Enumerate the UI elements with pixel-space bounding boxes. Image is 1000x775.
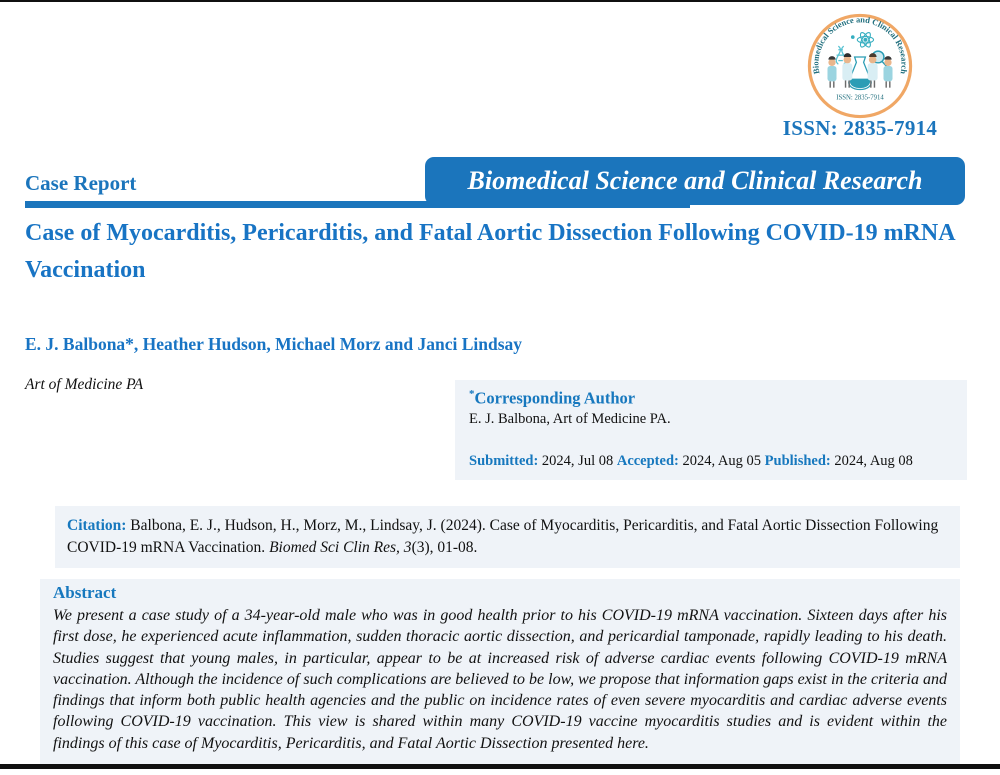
published-value: 2024, Aug 08 (830, 453, 913, 469)
abstract-heading: Abstract (53, 583, 117, 602)
citation-journal: Biomed Sci Clin Res, 3 (269, 539, 412, 556)
citation-label: Citation: (67, 517, 127, 534)
article-type-label: Case Report (25, 171, 137, 195)
journal-logo (800, 10, 920, 122)
affiliation: Art of Medicine PA (25, 376, 144, 393)
journal-name-box (425, 157, 965, 205)
corresponding-author-box (455, 380, 967, 480)
article-title: Case of Myocarditis, Pericarditis, and Fatal Aortic Dissection Following COVID-19 mRNA Vaccination (25, 220, 955, 284)
corresponding-star: * (469, 388, 475, 400)
accepted-value: 2024, Aug 05 (678, 453, 765, 469)
submitted-value: 2024, Jul 08 (538, 453, 617, 469)
published-label: Published: (764, 453, 831, 469)
corresponding-author-name: E. J. Balbona, Art of Medicine PA. (469, 410, 671, 427)
bottom-divider (0, 764, 1000, 769)
accepted-label: Accepted: (616, 453, 679, 469)
citation-text: Balbona, E. J., Hudson, H., Morz, M., Lindsay, J. (2024). Case of Myocarditis, Pericarditis, and Fatal Aortic Dissection Following COVID-19 mRNA Vaccination. (67, 517, 939, 556)
authors-line: E. J. Balbona*, Heather Hudson, Michael Morz and Janci Lindsay (25, 334, 523, 354)
logo-arc-text: Biomedical Science and Clinical Research (811, 15, 909, 75)
corresponding-author-heading: *Corresponding Author (469, 388, 636, 408)
logo-issn-text: ISSN: 2835-7914 (836, 94, 884, 102)
abstract-text: We present a case study of a 34-year-old male who was in good health prior to his COVID-19 mRNA vaccination. Sixteen days after his first dose, he experienced acute inflammation, sudden thoracic aortic dissection, and pericardial tamponade, rapidly leading to his death. Studies suggest that young males, in particular, appear to be at increased risk of adverse cardiac events following COVID-19 mRNA vaccination. Although the incidence of such complications are believed to be low, we propose that information gaps exist in the criteria and findings that inform both public health agencies and the public on incidence rates of even severe myocarditis and cardiac adverse events following COVID-19 vaccination. This view is shared within many COVID-19 vaccine myocarditis studies and is evident within the findings of this case of Myocarditis, Pericarditis, and Fatal Aortic Dissection presented here. (53, 607, 947, 752)
issn-label: ISSN: 2835-7914 (782, 116, 938, 140)
citation-block (55, 506, 960, 568)
submitted-label: Submitted: (469, 453, 539, 469)
abstract-block (40, 579, 960, 764)
journal-name: Biomedical Science and Clinical Research (467, 166, 923, 195)
citation-tail: (3), 01-08. (411, 539, 478, 556)
banner (0, 157, 1000, 209)
journal-logo-icon (800, 10, 920, 122)
article-dates (469, 453, 957, 470)
